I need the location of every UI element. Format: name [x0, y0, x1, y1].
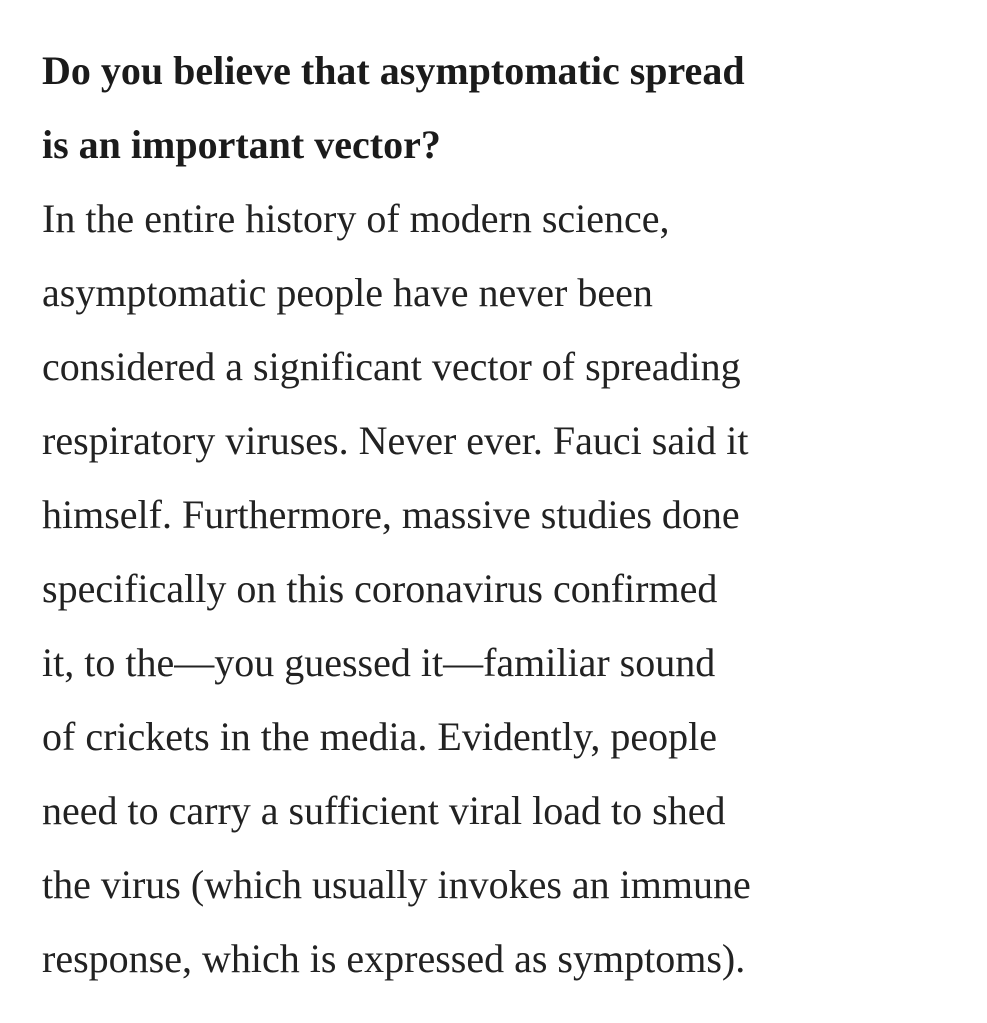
article	[42, 34, 962, 996]
answer-line: considered a significant vector of spreading	[42, 344, 741, 389]
answer-line: it, to the—you guessed it—familiar sound	[42, 640, 716, 685]
answer-line: need to carry a sufficient viral load to shed	[42, 788, 726, 833]
answer-line: himself. Furthermore, massive studies done	[42, 492, 740, 537]
question-line: Do you believe that asymptomatic spread	[42, 48, 745, 93]
answer-line: asymptomatic people have never been	[42, 270, 653, 315]
answer-line: response, which is expressed as symptoms).	[42, 936, 746, 981]
question-heading	[42, 34, 962, 182]
answer-line: In the entire history of modern science,	[42, 196, 670, 241]
answer-line: of crickets in the media. Evidently, people	[42, 714, 717, 759]
question-line: is an important vector?	[42, 122, 441, 167]
answer-paragraph	[42, 182, 962, 996]
answer-line: specifically on this coronavirus confirmed	[42, 566, 718, 611]
answer-line: respiratory viruses. Never ever. Fauci said it	[42, 418, 749, 463]
answer-line: the virus (which usually invokes an immune	[42, 862, 751, 907]
